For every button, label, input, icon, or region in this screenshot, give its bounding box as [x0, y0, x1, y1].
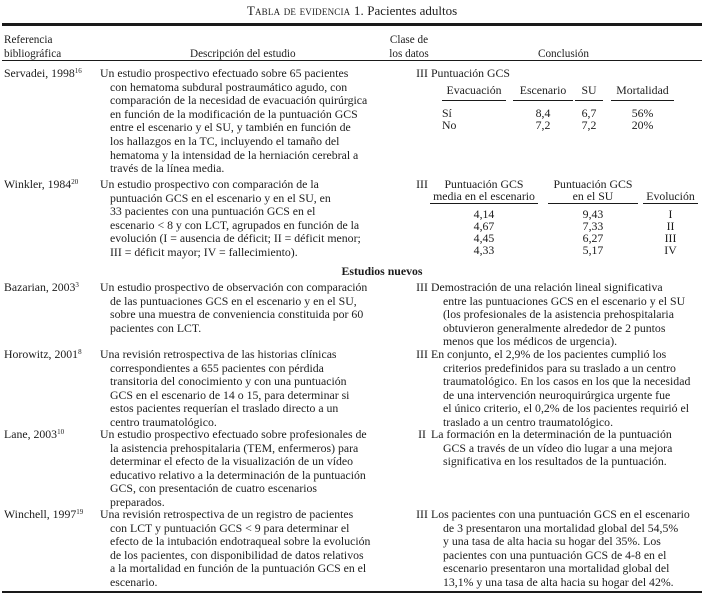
concl-line: y una tasa de alta hacia su hogar del 35%. Los: [443, 534, 661, 549]
top-rule: [2, 23, 702, 26]
concl-line: menos que los médicos de urgencia).: [443, 334, 618, 349]
subtable-header: Evolución: [646, 189, 695, 203]
col-header-cls-line: Clase de: [389, 34, 429, 46]
ref-text: Servadei, 1998: [4, 66, 75, 80]
subtable-cell: 4,33: [473, 243, 495, 257]
desc-line: escenario.: [110, 574, 158, 589]
subtable-underline: [611, 100, 674, 101]
concl-line: traumatológico. En los casos en los que la necesidad: [443, 374, 691, 389]
subtable-underline: [575, 100, 603, 101]
subtable-underline: [643, 203, 698, 204]
subtable-header-line: Puntuación GCS: [444, 177, 524, 191]
subtable-cell: 7,2: [581, 118, 597, 132]
subtable-cell: III: [664, 231, 677, 245]
desc-line: 33 pacientes con una puntuación GCS en el: [110, 204, 316, 219]
subtable-cell: 4,45: [473, 231, 495, 245]
subtable-header: [430, 178, 538, 202]
ref-sup: 3: [75, 281, 79, 289]
desc-line: puntuación GCS en el escenario y en el SU, en: [110, 190, 331, 205]
col-header-ref: [4, 33, 61, 61]
desc-line: III = déficit mayor; IV = fallecimiento).: [110, 244, 298, 259]
subtable-underline: [430, 203, 538, 204]
concl-line: Demostración de una relación lineal significativa: [431, 280, 663, 294]
concl-line: entre las puntuaciones GCS en el escenario y el SU: [443, 293, 686, 308]
table-title: [0, 3, 704, 19]
subtable-header: SU: [581, 83, 597, 97]
section-heading-new-studies: Estudios nuevos: [341, 264, 423, 278]
row-desc: [100, 178, 398, 260]
subtable-cell: 56%: [631, 106, 654, 120]
desc-line: centro traumatológico.: [110, 414, 217, 429]
row-conclusion: [431, 508, 703, 590]
subtable-header: Escenario: [519, 83, 567, 97]
subtable-cell: Sí: [442, 106, 452, 120]
subtable-header: [548, 178, 638, 202]
row-class: III: [416, 177, 428, 191]
desc-line: GCS en el escenario de 14 o 15, para determinar si: [110, 387, 350, 402]
row-ref: [4, 178, 96, 192]
desc-line: de las puntuaciones GCS en el escenario y en el SU,: [110, 293, 357, 308]
concl-line: de 3 presentaron una mortalidad global del 54,5%: [443, 520, 679, 535]
subtable-cell: 7,2: [535, 118, 551, 132]
concl-line: significativa en los resultados de la puntuación.: [443, 454, 667, 469]
subtable-cell: 5,17: [582, 243, 604, 257]
ref-text: Horowitz, 2001: [4, 347, 79, 361]
subtable-cell: 6,7: [581, 106, 597, 120]
ref-sup: 8: [78, 348, 82, 356]
col-header-concl: Conclusión: [538, 48, 589, 60]
desc-line: Una revisión retrospectiva de un registro de pacientes: [100, 507, 354, 521]
subtable-header: Evacuación: [446, 83, 502, 97]
subtable-cell: 4,67: [473, 219, 495, 233]
desc-line: GCS, con presentación de cuatro escenarios: [110, 481, 318, 496]
row-desc: [100, 281, 398, 335]
concl-line: Los pacientes con una puntuación GCS en el escenario: [431, 507, 690, 521]
row-conclusion: [431, 428, 703, 469]
table-title-prefix: Tabla de evidencia 1.: [246, 3, 364, 18]
concl-line: criterios predefinidos para su traslado a un centro: [443, 360, 676, 375]
subtable-cell: II: [666, 219, 675, 233]
desc-line: en función de la modificación de la puntuación GCS: [110, 106, 358, 121]
desc-line: Un estudio prospectivo efectuado sobre profesionales de: [100, 427, 367, 441]
desc-line: efecto de la intubación endotraqueal sobre la evolución: [110, 534, 371, 549]
header-rule: [2, 60, 702, 61]
row-ref: [4, 348, 96, 362]
row-ref: [4, 67, 96, 81]
row-class: II: [418, 427, 426, 441]
concl-line: pacientes con una puntuación GCS de 4-8 en el: [443, 547, 667, 562]
table-title-suffix: Pacientes adultos: [363, 3, 458, 18]
desc-line: evolución (I = ausencia de déficit; II = déficit menor;: [110, 231, 361, 246]
col-header-cls: [383, 33, 435, 61]
ref-sup: 10: [57, 428, 65, 436]
desc-line: hematoma y la intensidad de la herniación cerebral a: [110, 147, 359, 162]
desc-line: educativo relativo a la determinación de la puntuación: [110, 467, 366, 482]
subtable-underline: [548, 203, 638, 204]
desc-line: través de la línea media.: [110, 161, 225, 176]
subtable-header: Mortalidad: [616, 83, 669, 97]
subtable-cell: 7,33: [582, 219, 604, 233]
desc-line: a la mortalidad en función de la puntuación GCS en el: [110, 561, 367, 576]
subtable-cell: I: [668, 207, 673, 221]
row-class: III: [416, 507, 428, 521]
row-class: III: [416, 66, 428, 80]
subtable-underline: [513, 100, 573, 101]
concl-line: traslado a un centro traumatológico.: [443, 414, 614, 429]
subtable-header-line: en el SU: [572, 189, 614, 203]
desc-line: sobre una muestra de conveniencia constituida por 60: [110, 307, 364, 322]
desc-line: con LCT y puntuación GCS < 9 para determinar el: [110, 520, 350, 535]
row-desc: [100, 508, 398, 590]
desc-line: escenario < 8 y con LCT, agrupados en función de la: [110, 217, 360, 232]
desc-line: preparados.: [110, 494, 165, 509]
desc-line: la asistencia prehospitalaria (TEM, enfermeros) para: [110, 440, 359, 455]
desc-line: transitoria del conocimiento y con una puntuación: [110, 374, 347, 389]
col-header-ref-line: bibliográfica: [4, 48, 62, 60]
desc-line: determinar el efecto de la visualización de un vídeo: [110, 454, 354, 469]
concl-line: En conjunto, el 2,9% de los pacientes cumplió los: [431, 347, 667, 361]
subtable-cell: IV: [664, 243, 677, 257]
subtable-underline: [442, 100, 506, 101]
ref-text: Winkler, 1984: [4, 177, 72, 191]
row-conclusion: [431, 348, 703, 430]
ref-text: Bazarian, 2003: [4, 280, 76, 294]
desc-line: los hallazgos en la TC, incluyendo el tamaño del: [110, 133, 340, 148]
row-class: III: [416, 347, 428, 361]
ref-text: Lane, 2003: [4, 427, 58, 441]
desc-line: Un estudio prospectivo efectuado sobre 65 pacientes: [100, 66, 349, 80]
concl-line: escenario presentaron una mortalidad global del: [443, 561, 670, 576]
concl-line: 13,1% y una tasa de alta hacia su hogar del 42%.: [443, 574, 674, 589]
desc-line: con hematoma subdural postraumático agudo, con: [110, 79, 348, 94]
row-desc: [100, 348, 398, 430]
ref-sup: 19: [76, 508, 84, 516]
concl-line: de una intervención neuroquirúrgica urgente fue: [443, 387, 671, 402]
subtable-cell: 8,4: [535, 106, 551, 120]
desc-line: entre el escenario y el SU, y también en función de: [110, 120, 351, 135]
bottom-rule: [2, 591, 702, 593]
row-desc: [100, 428, 398, 510]
desc-line: comparación de la necesidad de evacuación quirúrgica: [110, 93, 368, 108]
subtable-cell: 20%: [631, 118, 654, 132]
row-class: III: [416, 280, 428, 294]
concl-line: La formación en la determinación de la puntuación: [431, 427, 672, 441]
desc-line: pacientes con LCT.: [110, 320, 202, 335]
row-ref: [4, 428, 96, 442]
desc-line: Una revisión retrospectiva de las historias clínicas: [100, 347, 337, 361]
desc-line: correspondientes a 655 pacientes con pérdida: [110, 360, 324, 375]
concl-line: obtuvieron generalmente alrededor de 2 puntos: [443, 320, 666, 335]
subtable-cell: 6,27: [582, 231, 604, 245]
ref-text: Winchell, 1997: [4, 507, 77, 521]
desc-line: estos pacientes requerían el traslado directo a un: [110, 401, 339, 416]
desc-line: de los pacientes, con disponibilidad de datos relativos: [110, 547, 364, 562]
subtable-cell: 9,43: [582, 207, 604, 221]
ref-sup: 20: [71, 178, 79, 186]
concl-line: el único criterio, el 0,2% de los pacientes requirió el: [443, 401, 690, 416]
col-header-desc: Descripción del estudio: [190, 48, 296, 60]
ref-sup: 16: [74, 67, 82, 75]
col-header-ref-line: Referencia: [4, 34, 53, 46]
concl-line: GCS a través de un vídeo dio lugar a una mejora: [443, 440, 673, 455]
row-desc: [100, 67, 398, 176]
subtable-header-line: media en el escenario: [433, 189, 535, 203]
col-header-cls-line: los datos: [389, 48, 429, 60]
row-conclusion: [431, 281, 703, 349]
subtable-cell: No: [442, 118, 457, 132]
concl-line: (los profesionales de la asistencia prehospitalaria: [443, 307, 674, 322]
subtable-header-line: Puntuación GCS: [553, 177, 633, 191]
desc-line: Un estudio prospectivo con comparación de la: [100, 177, 319, 191]
desc-line: Un estudio prospectivo de observación con comparación: [100, 280, 368, 294]
concl-title: Puntuación GCS: [431, 66, 510, 80]
subtable-cell: 4,14: [473, 207, 495, 221]
row-ref: [4, 508, 96, 522]
row-ref: [4, 281, 96, 295]
